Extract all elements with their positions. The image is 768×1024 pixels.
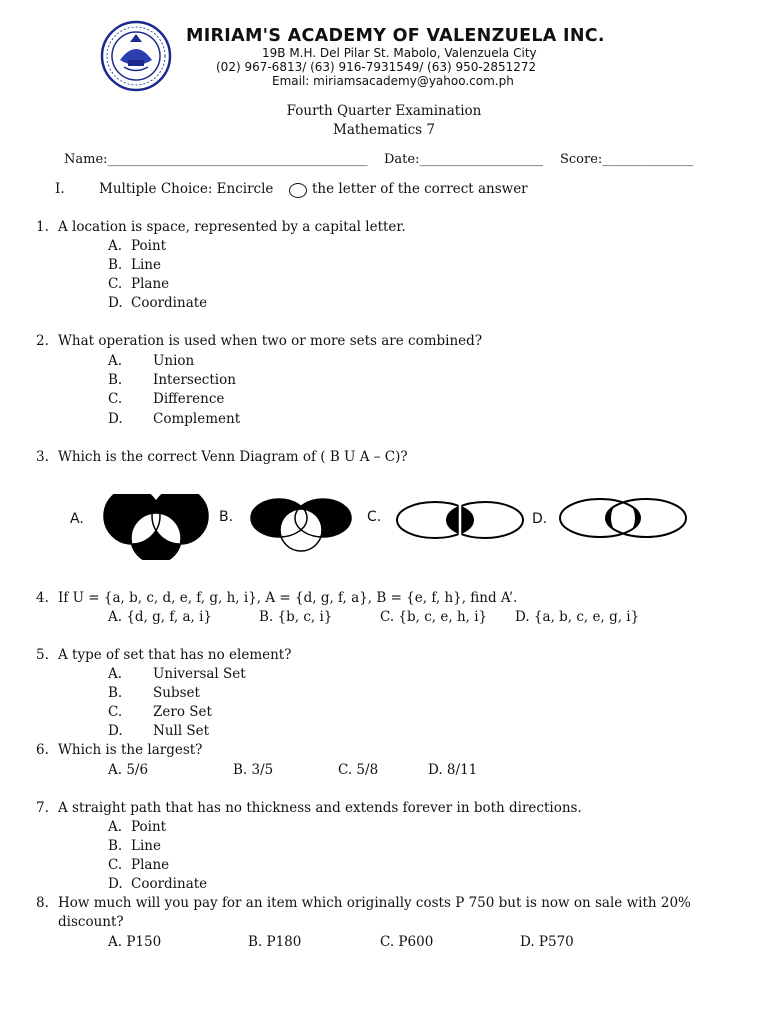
inline-option[interactable]: D. {a, b, c, e, g, i} [515,609,640,625]
question-number: 4. [36,590,49,606]
venn-diagram-c [395,500,525,544]
question-text: A type of set that has no element? [58,647,292,663]
seal-icon [100,20,172,92]
school-address: 19B M.H. Del Pilar St. Mabolo, Valenzuela City [262,46,537,60]
venn-diagram-d [558,497,688,543]
question-text: If U = {a, b, c, d, e, f, g, h, i}, A = {d, g, f, a}, B = {e, f, h}, find A’. [58,590,518,606]
inline-option[interactable]: B. 3/5 [233,762,274,778]
score-field[interactable]: Score:______________ [560,152,694,167]
option-letter[interactable]: C. [108,391,123,407]
question-text: What operation is used when two or more sets are combined? [58,333,483,349]
option-letter[interactable]: D. [108,411,123,427]
venn-label-a[interactable]: A. [70,511,84,527]
option-text: Universal Set [153,666,246,682]
inline-option[interactable]: B. P180 [248,934,302,950]
inline-option[interactable]: C. {b, c, e, h, i} [380,609,488,625]
venn-label-d[interactable]: D. [532,511,548,527]
option-text: Intersection [153,372,236,388]
question-text: Which is the correct Venn Diagram of ( B U A – C)? [58,449,408,465]
question-text: Which is the largest? [58,742,203,758]
date-field[interactable]: Date:___________________ [384,152,543,167]
school-seal [100,20,172,92]
circle-icon [289,183,307,198]
option-text: Difference [153,391,225,407]
school-email: Email: miriamsacademy@yahoo.com.ph [272,74,514,88]
inline-option[interactable]: B. {b, c, i} [259,609,333,625]
exam-subject: Mathematics 7 [333,122,435,138]
option-text: Line [131,838,161,854]
question-number: 7. [36,800,49,816]
option-text: Coordinate [131,295,208,311]
option-letter[interactable]: D. [108,723,123,739]
section-numeral: I. [55,181,65,197]
venn-diagram-b [249,496,353,556]
option-letter[interactable]: B. [108,838,123,854]
option-text: Coordinate [131,876,208,892]
inline-option[interactable]: A. P150 [108,934,162,950]
inline-option[interactable]: D. 8/11 [428,762,478,778]
school-name: MIRIAM'S ACADEMY OF VALENZUELA INC. [186,26,605,46]
option-letter[interactable]: C. [108,704,123,720]
option-text: Plane [131,276,170,292]
school-phones: (02) 967-6813/ (63) 916-7931549/ (63) 950-2851272 [216,60,537,74]
inline-option[interactable]: D. P570 [520,934,574,950]
venn-label-c[interactable]: C. [367,509,382,525]
venn-diagram-a [100,494,212,564]
option-letter[interactable]: B. [108,257,123,273]
question-text: A location is space, represented by a capital letter. [58,219,406,235]
inline-option[interactable]: C. 5/8 [338,762,379,778]
option-text: Plane [131,857,170,873]
option-text: Union [153,353,195,369]
option-letter[interactable]: A. [108,819,123,835]
option-letter[interactable]: A. [108,353,123,369]
question-number: 3. [36,449,49,465]
question-number: 8. [36,895,49,911]
option-letter[interactable]: D. [108,295,123,311]
option-letter[interactable]: B. [108,685,123,701]
inline-option[interactable]: C. P600 [380,934,434,950]
option-text: Null Set [153,723,210,739]
exam-title: Fourth Quarter Examination [286,103,482,119]
question-number: 6. [36,742,49,758]
option-letter[interactable]: B. [108,372,123,388]
section-instruction: Multiple Choice: Encircle [99,181,274,197]
question-text-continued: discount? [58,914,124,930]
question-number: 2. [36,333,49,349]
question-text: A straight path that has no thickness and extends forever in both directions. [58,800,582,816]
name-field[interactable]: Name:________________________________________ [64,152,368,167]
inline-option[interactable]: A. {d, g, f, a, i} [108,609,213,625]
option-letter[interactable]: A. [108,238,123,254]
option-text: Complement [153,411,241,427]
option-text: Line [131,257,161,273]
option-letter[interactable]: D. [108,876,123,892]
option-letter[interactable]: C. [108,857,123,873]
option-text: Point [131,819,167,835]
question-number: 1. [36,219,49,235]
option-text: Zero Set [153,704,212,720]
option-letter[interactable]: A. [108,666,123,682]
option-text: Subset [153,685,200,701]
option-text: Point [131,238,167,254]
venn-label-b[interactable]: B. [219,509,234,525]
section-instruction-end: the letter of the correct answer [312,181,528,197]
question-number: 5. [36,647,49,663]
inline-option[interactable]: A. 5/6 [108,762,149,778]
option-letter[interactable]: C. [108,276,123,292]
question-text: How much will you pay for an item which originally costs P 750 but is now on sale with 20% [58,895,691,911]
